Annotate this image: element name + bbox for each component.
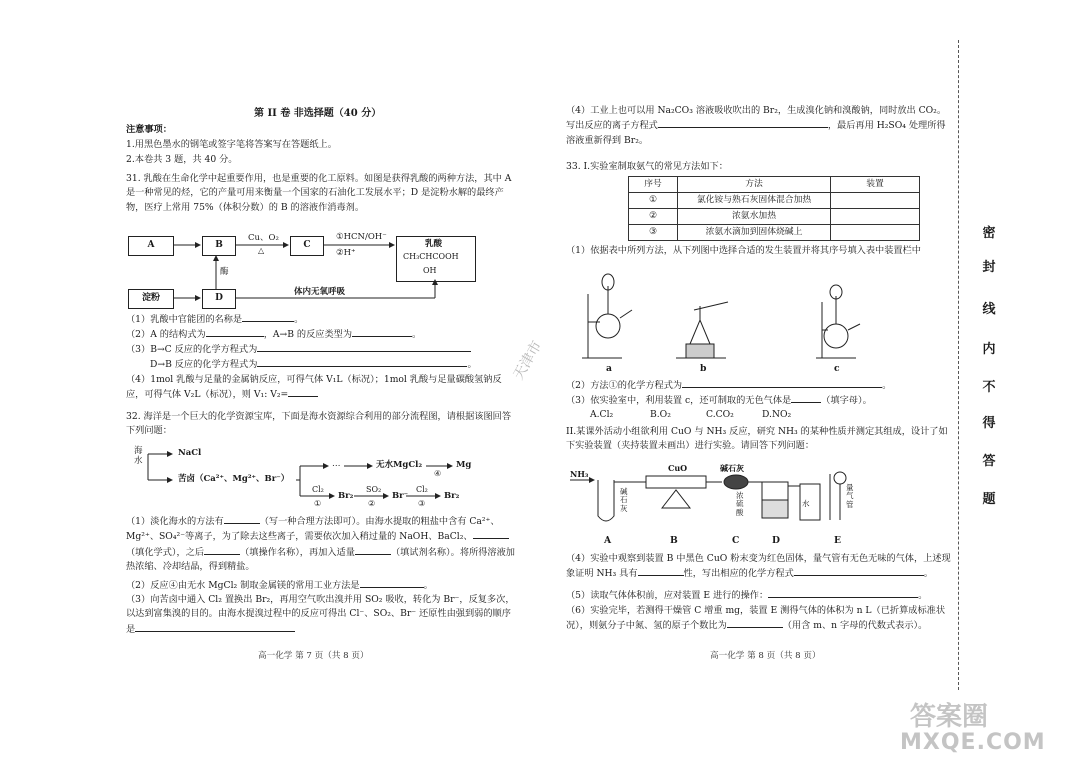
table-cell: 浓氨水加热 — [678, 209, 831, 225]
part2-stem: II.某课外活动小组欲利用 CuO 与 NH₃ 反应，研究 NH₃ 的某种性质并测定其组成，设计了如下实验装置（夹持装置未画出）进行实验。请回答下列问题： — [566, 426, 948, 452]
table-cell — [831, 225, 920, 241]
step-2: ② — [368, 499, 376, 508]
step-3: ③ — [418, 499, 426, 508]
q31-stem: 31. 乳酸在生命化学中起重要作用，也是重要的化工原料。如图是获得乳酸的两种方法，其中 A 是一种常见的烃，它的产量可用来衡量一个国家的石油化工发展水平；D 是淀粉水解的最终产物，医疗上常用 75%（体积分数）的 B 的溶液作消毒剂。 — [126, 173, 512, 213]
setup-label-d: D — [772, 535, 780, 546]
table-cell: ② — [629, 209, 678, 225]
seal-char: 封 — [982, 260, 996, 275]
setup-label-b: B — [670, 535, 678, 546]
q32-sub1: （1）淡化海水的方法有 （写一种合理方法即可）。由海水提取的粗盐中含有 Ca²⁺、Mg²⁺、SO₄²⁻等离子，为了除去这些离子，需要依次加入稍过量的 NaOH、BaCl₂、（填化学式），之后 （填操作名称），再加入适量 （填试剂名称）。将所得溶液加热浓缩、冷却结晶，得到精盐。 — [126, 516, 515, 572]
brine: 苦卤（Ca²⁺、Mg²⁺、Br⁻） — [178, 474, 290, 484]
box-b: B — [202, 236, 236, 256]
br2-2: Br₂ — [444, 491, 460, 501]
table-cell — [831, 209, 920, 225]
q33-intro: 33. I.实验室制取氨气的常见方法如下： — [566, 161, 728, 172]
table-row — [629, 209, 920, 225]
table-header: 序号 — [629, 177, 678, 193]
seal-char: 题 — [982, 492, 996, 507]
apparatus-label-c: c — [834, 363, 840, 374]
label-gas-tube: 量气管 — [846, 483, 854, 509]
box-a: A — [128, 236, 174, 256]
setup-label-a: A — [604, 535, 612, 546]
table-cell: ① — [629, 193, 678, 209]
q31-sub3: （3）B→C 反应的化学方程式为 — [126, 342, 471, 357]
box-c: C — [290, 236, 324, 256]
right-footer: 高一化学 第 8 页（共 8 页） — [710, 651, 821, 661]
section-title: 第 II 卷 非选择题（40 分） — [254, 108, 382, 119]
table-header-row — [629, 177, 920, 193]
table-cell: 浓氨水滴加到固体烧碱上 — [678, 225, 831, 241]
q33-sub5: （5）读取气体体积前，应对装置 E 进行的操作： 。 — [566, 590, 928, 601]
label-water: 水 — [802, 499, 810, 508]
label-sodalime: 碱石灰 — [620, 487, 628, 513]
setup-label-c: C — [732, 535, 740, 546]
br-ion: Br⁻ — [392, 491, 409, 501]
seal-char: 答 — [982, 454, 996, 469]
step-1: ① — [314, 499, 322, 508]
left-footer: 高一化学 第 7 页（共 8 页） — [258, 651, 369, 661]
dots: … — [332, 459, 341, 469]
cond-c-2: ②H⁺ — [336, 248, 356, 258]
lactic-oh: OH — [423, 266, 437, 275]
q32-sub3: （3）向苦卤中通入 Cl₂ 置换出 Br₂，再用空气吹出溴并用 SO₂ 吸收，转化为 Br⁻，反复多次，以达到富集溴的目的。由海水提溴过程中的反应可得出 Cl⁻、SO₂、Br⁻ 还原性由强到弱的顺序是 — [126, 594, 515, 635]
q32-stem: 32. 海洋是一个巨大的化学资源宝库，下面是海水资源综合利用的部分流程图，请根据该图回答下列问题： — [126, 411, 512, 437]
cl2-2: Cl₂ — [416, 485, 428, 494]
box-d: D — [202, 289, 236, 309]
cond-c-1: ①HCN/OH⁻ — [336, 232, 387, 242]
q31-sub2: （2）A 的结构式为 ，A→B 的反应类型为 。 — [126, 329, 422, 340]
box-starch: 淀粉 — [128, 289, 174, 309]
q31-sub1: （1）乳酸中官能团的名称是 。 — [126, 314, 304, 325]
label-sodalime-top: 碱石灰 — [720, 463, 744, 473]
apparatus-label-a: a — [606, 363, 612, 374]
seal-char: 线 — [982, 302, 996, 317]
seawater: 海水 — [134, 446, 143, 467]
q31-flow-diagram — [122, 228, 522, 308]
cond-anaerobic: 体内无氧呼吸 — [294, 287, 346, 297]
option-c: C.CO₂ — [706, 409, 734, 420]
q31-sub3b: D→B 反应的化学方程式为 。 — [150, 359, 477, 370]
label-conc-acid: 浓硫酸 — [736, 491, 744, 517]
q33-sub4: （4）实验中观察到装置 B 中黑色 CuO 粉末变为红色固体，量气管有无色无味的气体，上述现象证明 NH₃ 具有 性，写出相应的化学方程式 。 — [566, 553, 951, 580]
step-4: ④ — [434, 469, 442, 478]
table-header: 方法 — [678, 177, 831, 193]
watermark-logo: 答案圈 — [910, 702, 989, 732]
q33-sub1: （1）依据表中所列方法，从下列图中选择合适的发生装置并将其序号填入表中装置栏中 — [566, 245, 921, 256]
option-a: A.Cl₂ — [590, 409, 614, 420]
table-cell: 氯化铵与熟石灰固体混合加热 — [678, 193, 831, 209]
cond-b-c: Cu、O₂ — [248, 233, 279, 243]
table-header: 装置 — [831, 177, 920, 193]
q31-sub4: （4）1mol 乳酸与足量的金属钠反应，可得气体 V₁L（标况）；1mol 乳酸与足量碳酸氢钠反应，可得气体 V₂L（标况），则 V₁: V₂= — [126, 374, 502, 401]
seal-char: 密 — [982, 226, 996, 241]
experiment-setup — [566, 460, 866, 540]
q33-sub3: （3）依实验室中，利用装置 c，还可制取的无色气体是 （填字母）。 — [566, 395, 872, 406]
option-b: B.O₂ — [650, 409, 671, 420]
option-d: D.NO₂ — [762, 409, 792, 420]
nacl: NaCl — [178, 448, 202, 458]
table-row — [629, 193, 920, 209]
lactic-formula: CH₃CHCOOH — [403, 252, 459, 261]
methods-table — [628, 176, 920, 241]
note-2: 2.本卷共 3 题，共 40 分。 — [126, 154, 238, 165]
label-nh3: NH₃ — [570, 469, 589, 479]
table-row — [629, 225, 920, 241]
seal-line — [958, 40, 959, 690]
watermark-site: MXQE.COM — [900, 730, 1046, 755]
apparatus-label-b: b — [700, 363, 707, 374]
so2: SO₂ — [366, 485, 382, 494]
q33-sub6: （6）实验完毕，若测得干燥管 C 增重 mg，装置 E 测得气体的体积为 n L（已折算成标准状况），则氨分子中氮、氢的原子个数比为 （用含 m、n 字母的代数式表示）。 — [566, 605, 946, 632]
q32-flow-diagram — [122, 444, 522, 510]
cond-enzyme: 酶 — [220, 267, 229, 277]
box-lactic-acid — [396, 236, 476, 282]
apparatus-figures — [566, 258, 866, 370]
q32-sub2: （2）反应④由无水 MgCl₂ 制取金属镁的常用工业方法是 。 — [126, 580, 433, 591]
seal-char: 不 — [982, 380, 996, 395]
q33-sub2: （2）方法①的化学方程式为 。 — [566, 380, 892, 391]
note-1: 1.用黑色墨水的钢笔或签字笔将答案写在答题纸上。 — [126, 139, 337, 150]
table-cell: ③ — [629, 225, 678, 241]
q32-sub4: （4）工业上也可以用 Na₂CO₃ 溶液吸收吹出的 Br₂，生成溴化钠和溴酸钠，同时放出 CO₂。写出反应的离子方程式 ，最后再用 H₂SO₄ 处理所得溶液重新得到 Br₂。 — [566, 105, 947, 146]
br2-1: Br₂ — [338, 491, 354, 501]
setup-label-e: E — [834, 535, 842, 546]
seal-char: 得 — [982, 416, 996, 431]
cond-b-c-heat: △ — [258, 246, 265, 255]
table-cell — [831, 193, 920, 209]
cl2-1: Cl₂ — [312, 485, 324, 494]
lactic-title: 乳酸 — [425, 239, 443, 249]
seal-char: 内 — [982, 342, 996, 357]
label-cuo: CuO — [668, 463, 688, 473]
mg: Mg — [456, 460, 472, 470]
watermark-stamp: 天津市 — [510, 338, 546, 383]
anhydrous-mgcl2: 无水MgCl₂ — [376, 460, 423, 470]
notes-title: 注意事项： — [126, 124, 172, 135]
